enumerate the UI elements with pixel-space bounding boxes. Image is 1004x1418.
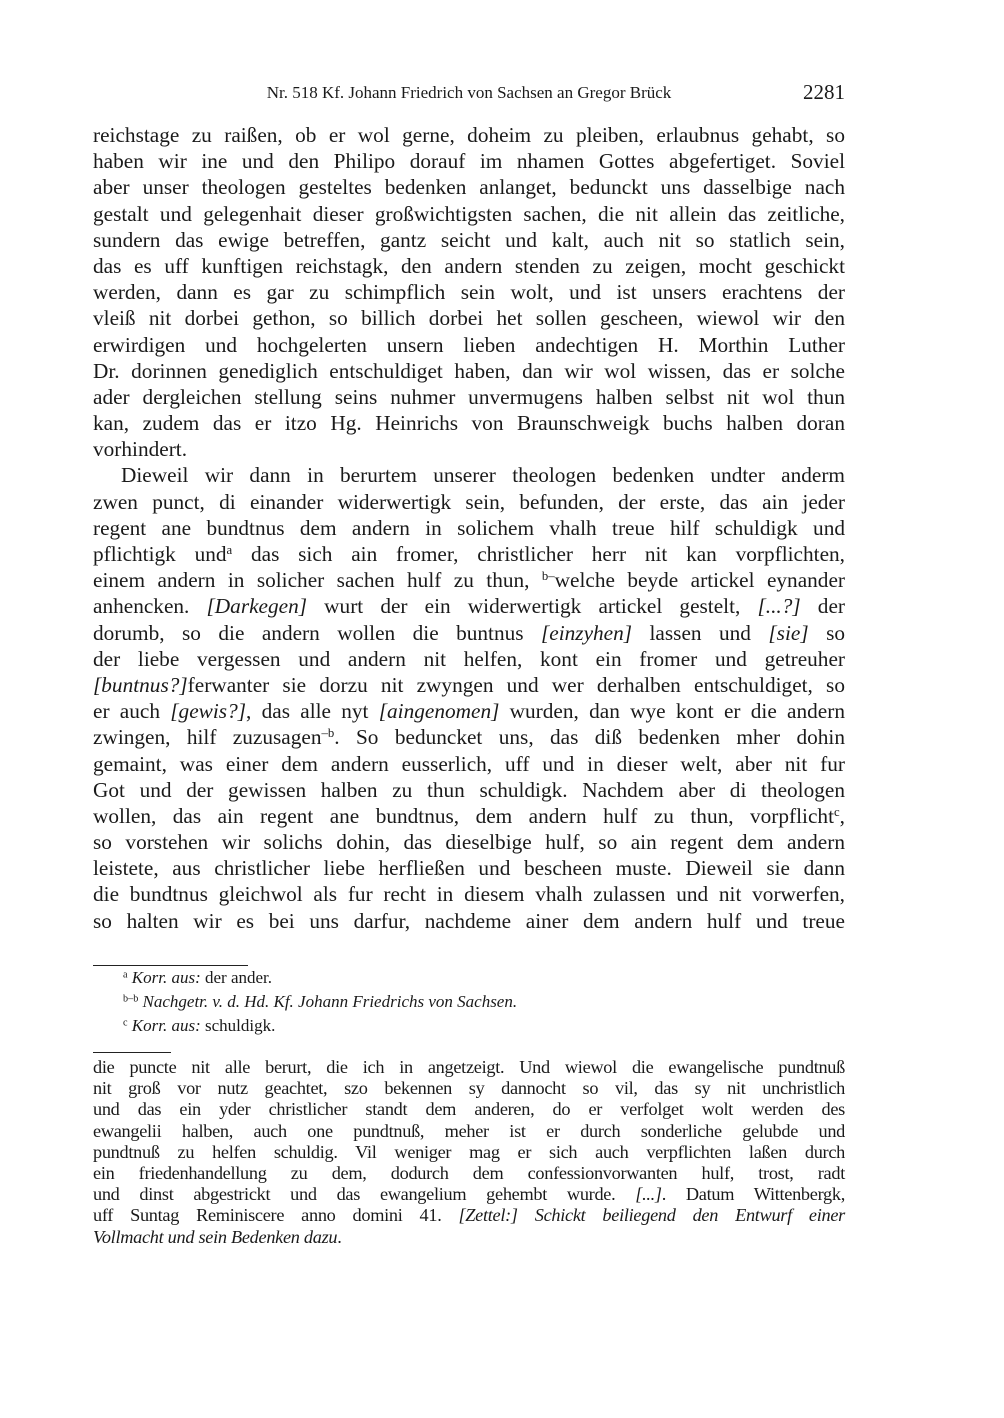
italic-run: [einzyhen] bbox=[540, 620, 633, 645]
text-line bbox=[93, 253, 845, 279]
text-line bbox=[93, 593, 845, 619]
italic-run: [Zettel:] Schickt beiliegend den Entwurf einer bbox=[458, 1205, 845, 1226]
text-line bbox=[93, 1142, 845, 1163]
text-run: nit groß vor nutz geachtet, szo bekennen sy dannocht so vil, das sy nit unchristlich bbox=[93, 1078, 845, 1099]
italic-run: [gewis?] bbox=[170, 699, 247, 724]
text-line bbox=[93, 489, 845, 515]
italic-run: Nachgetr. v. d. Hd. Kf. Johann Friedrichs von Sachsen. bbox=[142, 992, 518, 1011]
text-run: lassen und bbox=[632, 620, 769, 645]
text-run: und dinst abgestrickt und das ewangelium gehembt wurde. bbox=[93, 1184, 636, 1205]
text-run: wurden, dan wye kont er die andern bbox=[499, 699, 845, 724]
italic-run: [...?] bbox=[757, 594, 801, 619]
text-line bbox=[93, 567, 845, 593]
text-run: das es uff kunftigen reichstagk, den andern stenden zu zeigen, mocht geschickt bbox=[93, 253, 845, 278]
text-run: vleiß nit dorbei gethon, so billich dorbei het sollen gescheen, wiewol wir den bbox=[93, 306, 845, 331]
text-run: die bundtnus gleichwol als fur recht in diesem vhalh zulassen und nit vorwerfen, bbox=[93, 882, 845, 907]
text-run: die puncte nit alle berurt, die ich in angetzeigt. Und wiewol die ewangelische pundtnuß bbox=[93, 1057, 845, 1077]
footnote-marker: b– bbox=[541, 569, 555, 584]
text-run: der bbox=[800, 594, 845, 619]
text-line bbox=[93, 279, 845, 305]
text-run: der liebe vergessen und andern nit helfen, kont ein fromer und getreuher bbox=[93, 646, 845, 671]
footnotes bbox=[93, 966, 845, 1038]
text-line bbox=[93, 1121, 845, 1142]
text-run: haben wir ine und den Philipo dorauf im nhamen Gottes abgefertiget. Soviel bbox=[93, 149, 845, 174]
text-run: ader dergleichen stellung seins nuhmer unvermugens halben selbst nit wol thun bbox=[93, 384, 845, 409]
text-line bbox=[93, 1227, 845, 1248]
text-run: ein friedenhandellung zu dem, dodurch dem confessionvorwanten hulf, trost, radt bbox=[93, 1162, 845, 1183]
text-line bbox=[93, 881, 845, 907]
text-run: zwingen, hilf zuzusagen bbox=[93, 725, 322, 750]
text-line bbox=[93, 436, 845, 462]
footnote-marker: c bbox=[834, 804, 840, 819]
text-run: schuldigk. bbox=[200, 1016, 276, 1035]
text-line bbox=[93, 462, 845, 488]
text-line bbox=[93, 698, 845, 724]
text-line bbox=[93, 174, 845, 200]
text-run: er auch bbox=[93, 699, 171, 724]
footnote-marker: a bbox=[226, 542, 233, 557]
italic-run: Vollmacht und sein Bedenken dazu bbox=[93, 1226, 338, 1247]
text-line bbox=[93, 724, 845, 750]
text-line bbox=[93, 1078, 845, 1099]
text-run: . Datum Wittenbergk, bbox=[661, 1184, 845, 1205]
text-line bbox=[93, 541, 845, 567]
text-run: gestalt und gelegenhait dieser großwichtigsten sachen, die nit allein das zeitliche, bbox=[93, 201, 845, 226]
text-run: . bbox=[337, 1226, 342, 1247]
text-line bbox=[93, 1184, 845, 1205]
text-run: zwen punct, di einander widerwertigk sein, befunden, der erste, das ain jeder bbox=[93, 489, 845, 514]
italic-run: Korr. aus: bbox=[131, 968, 201, 987]
italic-run: [Darkegen] bbox=[206, 594, 308, 619]
italic-run: [buntnus?] bbox=[93, 672, 188, 697]
text-run: wollen, das ain regent ane bundtnus, dem andern hulf zu thun, vorpflicht bbox=[93, 803, 834, 828]
text-line bbox=[93, 803, 845, 829]
text-line bbox=[93, 305, 845, 331]
text-run: uff Suntag Reminiscere anno domini 41. bbox=[93, 1205, 459, 1226]
text-run: so bbox=[808, 620, 846, 645]
text-line bbox=[93, 966, 845, 990]
text-run: reichstage zu raißen, ob er wol gerne, doheim zu pleiben, erlaubnus gehabt, so bbox=[93, 123, 845, 147]
commentary-rule bbox=[93, 1052, 171, 1053]
text-run: Dieweil wir dann in berurtem unserer theologen bedenken undter anderm bbox=[121, 463, 845, 488]
text-line bbox=[93, 201, 845, 227]
text-line bbox=[93, 1057, 845, 1078]
text-run: vorhindert. bbox=[93, 437, 188, 462]
text-run: Got und der gewissen halben zu thun schuldigk. Nachdem aber di theologen bbox=[93, 777, 845, 802]
header-title: Nr. 518 Kf. Johann Friedrich von Sachsen an Gregor Brück bbox=[266, 83, 672, 102]
text-run: aber unser theologen gesteltes bedenken anlanget, bedunckt uns dasselbige nach bbox=[93, 175, 845, 200]
text-run: einem andern in solicher sachen hulf zu thun, bbox=[93, 568, 542, 593]
italic-run: [aingenomen] bbox=[378, 699, 500, 724]
text-run: pundtnuß zu helfen schuldig. Vil weniger mag er sich auch verpflichten laßen durch bbox=[93, 1141, 845, 1162]
text-run: ewangelii halben, auch one pundtnuß, meher ist er durch sonderliche gelubde und bbox=[93, 1120, 845, 1141]
page-number: 2281 bbox=[803, 80, 845, 104]
text-line bbox=[93, 990, 845, 1014]
text-run: gemaint, was einer dem andern eusserlich, uff und in dieser welt, aber nit fur bbox=[93, 751, 845, 776]
text-line bbox=[93, 227, 845, 253]
text-run: Dr. dorinnen genediglich entschuldiget haben, dan wir wol wissen, das er solche bbox=[93, 358, 845, 383]
text-line bbox=[93, 751, 845, 777]
text-line bbox=[93, 515, 845, 541]
text-run: und das ein yder christlicher standt dem anderen, do er verfolget wolt werden des bbox=[93, 1099, 845, 1120]
text-line bbox=[93, 1163, 845, 1184]
text-run: so vorstehen wir solichs dohin, das dieselbige hulf, so ain regent dem andern bbox=[93, 830, 845, 855]
text-run: leistete, aus christlicher liebe herfließen und bescheen muste. Dieweil sie dann bbox=[93, 856, 845, 881]
text-line bbox=[93, 672, 845, 698]
text-run: dorumb, so die andern wollen die buntnus bbox=[93, 620, 541, 645]
italic-run: Korr. aus: bbox=[131, 1016, 201, 1035]
text-run: welche beyde artickel eynander bbox=[554, 568, 845, 593]
text-line bbox=[93, 620, 845, 646]
text-run: , bbox=[839, 803, 845, 828]
text-run: pflichtigk und bbox=[93, 542, 227, 566]
text-line bbox=[93, 829, 845, 855]
footnote-marker: b–b bbox=[123, 993, 139, 1005]
text-run: , das alle nyt bbox=[246, 699, 379, 724]
text-run: . So beduncket uns, das diß bedenken mher dohin bbox=[334, 725, 845, 750]
commentary-text bbox=[93, 1057, 845, 1248]
footnote-marker: –b bbox=[321, 726, 335, 741]
text-line bbox=[93, 777, 845, 803]
text-line bbox=[93, 1099, 845, 1120]
footnote-marker: a bbox=[123, 969, 128, 981]
text-run: so halten wir es bei uns darfur, nachdeme ainer dem andern hulf und treue bbox=[93, 908, 845, 933]
text-run: regent ane bundtnus dem andern in solichem vhalh treue hilf schuldigk und bbox=[93, 515, 845, 540]
text-run: das sich ain fromer, christlicher herr nit kan vorpflichten, bbox=[232, 542, 846, 566]
text-line bbox=[93, 646, 845, 672]
text-line bbox=[93, 855, 845, 881]
text-run: sundern das ewige betreffen, gantz seicht und kalt, auch nit so statlich sein, bbox=[93, 227, 845, 252]
text-line bbox=[93, 332, 845, 358]
italic-run: [sie] bbox=[768, 620, 809, 645]
text-line bbox=[93, 410, 845, 436]
text-run: ferwanter sie dorzu nit zwyngen und wer derhalben entschuldiget, so bbox=[187, 672, 845, 697]
text-run: erwirdigen und hochgelerten unsern lieben andechtigen H. Morthin Luther bbox=[93, 332, 845, 357]
footnote-marker: c bbox=[123, 1017, 128, 1029]
text-line bbox=[93, 122, 845, 148]
main-text bbox=[93, 122, 845, 934]
text-line bbox=[93, 1205, 845, 1226]
text-line bbox=[93, 148, 845, 174]
italic-run: [...] bbox=[635, 1184, 662, 1205]
text-line bbox=[93, 384, 845, 410]
text-line bbox=[93, 908, 845, 934]
text-run: wurt der ein widerwertigk artickel gestelt, bbox=[307, 594, 758, 619]
text-line bbox=[93, 1014, 845, 1038]
text-run: kan, zudem das er itzo Hg. Heinrichs von Braunschweigk buchs halben doran bbox=[93, 411, 845, 436]
text-run: anhencken. bbox=[93, 594, 207, 619]
text-line bbox=[93, 358, 845, 384]
text-run: der ander. bbox=[200, 968, 273, 987]
running-header bbox=[93, 80, 845, 106]
text-run: werden, dann es gar zu schimpflich sein wolt, und ist unsers erachtens der bbox=[93, 280, 845, 305]
